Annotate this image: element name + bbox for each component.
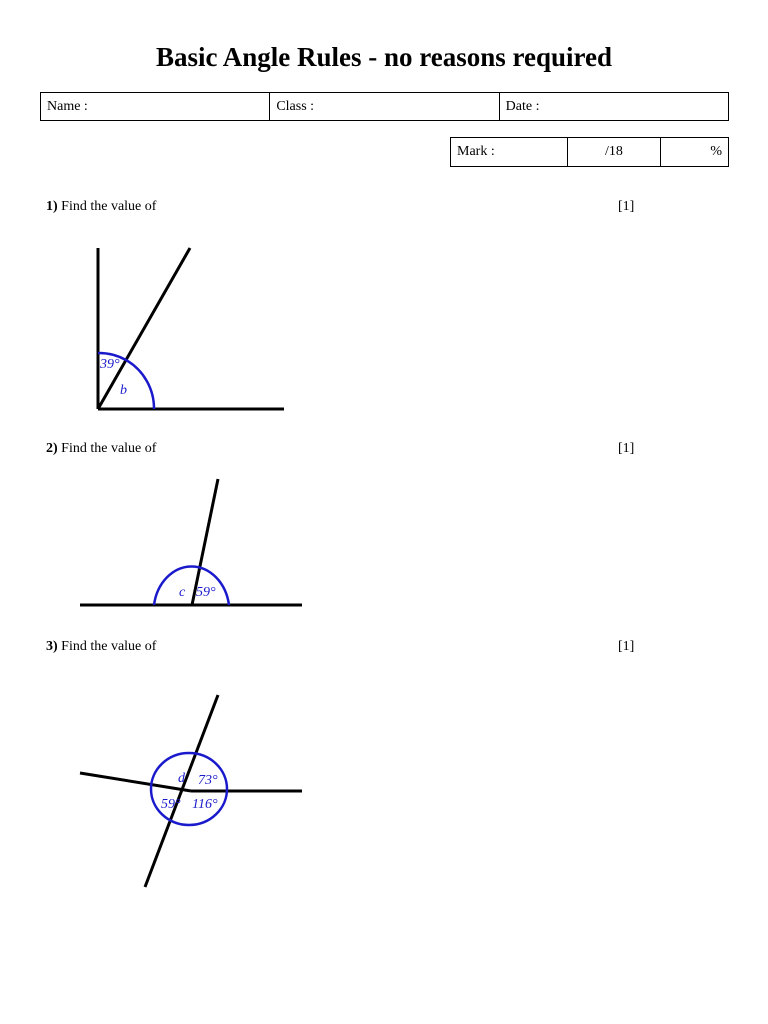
diagram-3-left-line [80, 773, 191, 791]
diagram-2-label-c: c [179, 585, 186, 600]
question-1-number: 1) [46, 199, 58, 214]
diagram-1-label-39: 39° [100, 357, 120, 372]
diagram-3-label-73: 73° [198, 773, 218, 788]
mark-percent: % [661, 138, 729, 167]
mark-label: Mark : [451, 138, 568, 167]
diagram-3-label-d: d [178, 771, 185, 786]
diagram-2-label-59: 59° [196, 585, 216, 600]
page-title: Basic Angle Rules - no reasons required [155, 42, 613, 72]
class-field[interactable]: Class : [270, 93, 499, 121]
diagram-3-label-116: 116° [192, 797, 218, 812]
question-1-marks: [1] [618, 199, 635, 214]
question-2-text: Find the value of [61, 441, 157, 456]
question-2-marks: [1] [618, 441, 635, 456]
date-field[interactable]: Date : [499, 93, 728, 121]
diagram-2-arc [154, 566, 229, 605]
diagram-3-label-59: 59° [161, 797, 181, 812]
diagram-3 [80, 695, 302, 887]
diagram-1 [98, 248, 284, 409]
question-1-text: Find the value of [61, 199, 157, 214]
diagram-1-label-b: b [120, 383, 127, 398]
question-3-text: Find the value of [61, 639, 157, 654]
question-2-number: 2) [46, 441, 58, 456]
name-field[interactable]: Name : [41, 93, 270, 121]
question-3-number: 3) [46, 639, 58, 654]
mark-total: /18 [568, 138, 661, 167]
diagram-1-arc-b [126, 360, 154, 409]
diagram-2 [80, 479, 302, 605]
question-3-marks: [1] [618, 639, 635, 654]
diagram-3-circle [151, 753, 227, 825]
diagram-1-slanted-line [98, 248, 190, 409]
